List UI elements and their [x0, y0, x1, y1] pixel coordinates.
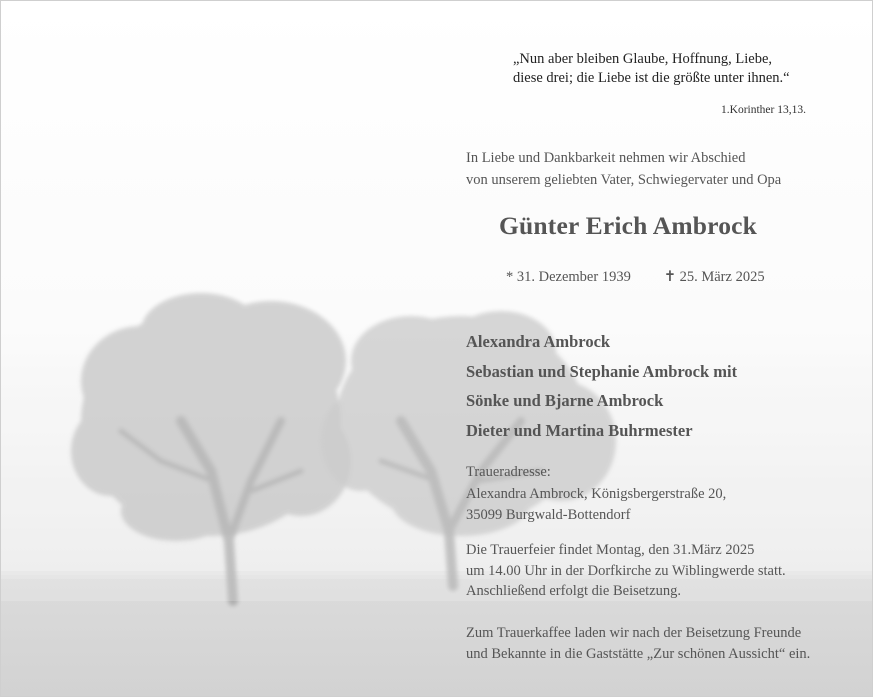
mourner-name: Dieter und Martina Buhrmester — [466, 420, 693, 440]
address-line: 35099 Burgwald-Bottendorf — [466, 507, 631, 523]
coffee-invitation — [466, 623, 810, 664]
ceremony-line: Die Trauerfeier findet Montag, den 31.März 2025 — [466, 542, 755, 558]
quote-line: „Nun aber bleiben Glaube, Hoffnung, Liebe, — [513, 51, 773, 67]
death-date: ✝ 25. März 2025 — [663, 269, 765, 285]
intro-line: von unserem geliebten Vater, Schwiegervater und Opa — [466, 171, 782, 188]
intro-line: In Liebe und Dankbarkeit nehmen wir Abschied — [466, 150, 746, 166]
mourner-name: Alexandra Ambrock — [466, 332, 611, 351]
coffee-line: Zum Trauerkaffee laden wir nach der Beisetzung Freunde — [466, 625, 802, 641]
address-label: Traueradresse: — [466, 464, 551, 480]
intro-text — [466, 148, 781, 191]
quote-line: diese drei; die Liebe ist die größte unter ihnen.“ — [513, 70, 790, 86]
ceremony-line: um 14.00 Uhr in der Dorfkirche zu Wiblingwerde statt. — [466, 562, 786, 579]
coffee-line: und Bekannte in die Gaststätte „Zur schönen Aussicht“ ein. — [466, 645, 811, 662]
deceased-name: Günter Erich Ambrock — [499, 211, 758, 240]
bible-quote — [513, 50, 790, 88]
ceremony-line: Anschließend erfolgt die Beisetzung. — [466, 583, 682, 599]
address-line: Alexandra Ambrock, Königsbergerstraße 20, — [466, 485, 727, 502]
quote-source: 1.Korinther 13,13. — [721, 104, 806, 116]
life-dates — [506, 269, 765, 286]
mourning-address — [466, 462, 726, 527]
mourners-list — [466, 327, 737, 445]
birth-date: * 31. Dezember 1939 — [506, 269, 631, 285]
mourner-name: Sönke und Bjarne Ambrock — [466, 391, 664, 411]
mourner-name: Sebastian und Stephanie Ambrock mit — [466, 361, 738, 381]
ceremony-info — [466, 540, 786, 602]
